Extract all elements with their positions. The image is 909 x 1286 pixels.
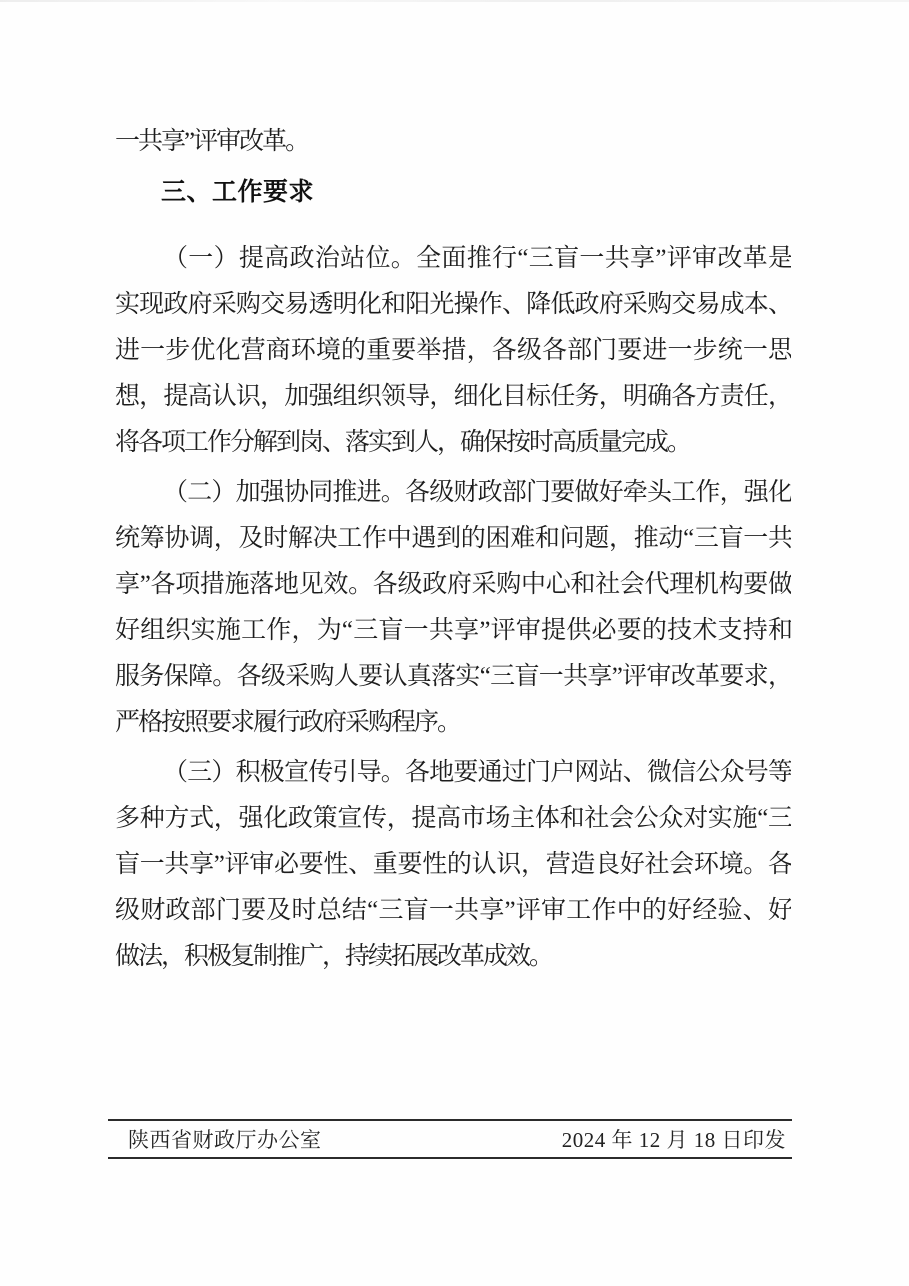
document-line: 享”各项措施落地见效。各级政府采购中心和社会代理机构要做 — [115, 570, 791, 598]
document-line: 服务保障。各级采购人要认真落实“三盲一共享”评审改革要求， — [115, 662, 791, 690]
document-line: 将各项工作分解到岗、落实到人，确保按时高质量完成。 — [115, 428, 691, 456]
document-line: 想，提高认识，加强组织领导，细化目标任务，明确各方责任， — [115, 382, 791, 410]
document-line: 进一步优化营商环境的重要举措，各级各部门要进一步统一思 — [115, 336, 791, 364]
document-line: 实现政府采购交易透明化和阳光操作、降低政府采购交易成本、 — [115, 290, 791, 318]
paragraph-first-line: （一）提高政治站位。全面推行“三盲一共享”评审改革是 — [163, 244, 791, 272]
document-line: 统筹协调，及时解决工作中遇到的困难和问题，推动“三盲一共 — [115, 524, 791, 552]
scan-artifact-top-edge — [0, 0, 909, 2]
colophon-rule-bottom — [108, 1157, 792, 1159]
document-line: 一共享”评审改革。 — [115, 128, 309, 155]
document-line: 做法，积极复制推广，持续拓展改革成效。 — [115, 942, 553, 970]
document-line: 级财政部门要及时总结“三盲一共享”评审工作中的好经验、好 — [115, 896, 791, 924]
document-body — [115, 119, 791, 980]
print-date: 2024 年 12 月 18 日印发 — [561, 1128, 786, 1152]
document-line: 多种方式，强化政策宣传，提高市场主体和社会公众对实施“三 — [115, 804, 791, 832]
issuing-office: 陕西省财政厅办公室 — [128, 1128, 322, 1152]
document-line: 好组织实施工作，为“三盲一共享”评审提供必要的技术支持和 — [115, 616, 791, 644]
paragraph-first-line: （三）积极宣传引导。各地要通过门户网站、微信公众号等 — [163, 758, 791, 786]
document-line: 严格按照要求履行政府采购程序。 — [115, 708, 461, 736]
document-line: 盲一共享”评审必要性、重要性的认识，营造良好社会环境。各 — [115, 850, 791, 878]
section-heading: 三、工作要求 — [161, 178, 315, 206]
paragraph-first-line: （二）加强协同推进。各级财政部门要做好牵头工作，强化 — [163, 478, 791, 506]
colophon — [108, 1119, 792, 1159]
